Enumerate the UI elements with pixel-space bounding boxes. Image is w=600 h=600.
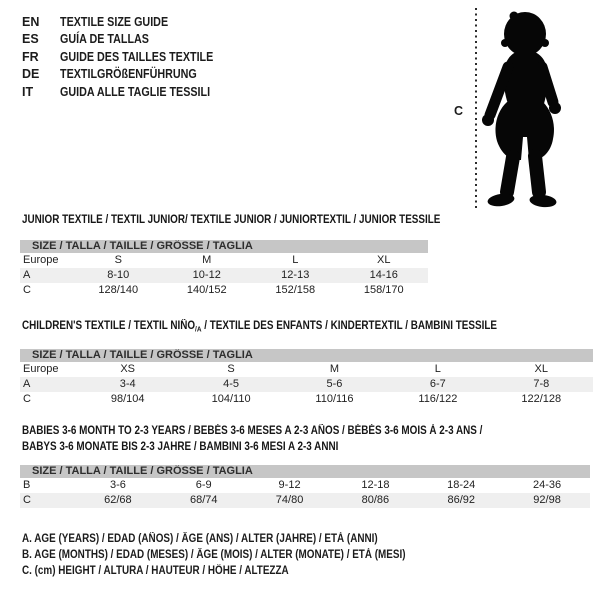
title-part-pre: CHILDREN'S TEXTILE / TEXTIL NIÑO [22,320,196,332]
cell: XS [120,363,136,375]
table-row-months [20,478,590,493]
cell: 80/86 [332,493,418,508]
language-title: GUIDE DES TAILLES TEXTILE [60,49,214,64]
junior-table-title-text: JUNIOR TEXTILE / TEXTIL JUNIOR/ TEXTILE JUNIOR / JUNIORTEXTIL / JUNIOR TESSILE [22,214,441,226]
cell: 4-5 [179,377,282,392]
cell: 122/128 [521,393,562,405]
cell: 110/116 [315,393,354,405]
cell: 12-18 [361,479,390,491]
cell: 18-24 [447,479,476,491]
babies-title-line1: BABIES 3-6 MONTH TO 2-3 YEARS / BEBÉS 3-6 MESES A 2-3 AÑOS / BÉBÉS 3-6 MOIS À 2-3 ANS / [22,425,483,437]
cell: 3-6 [109,479,126,491]
cell: 12-13 [251,268,340,283]
table-row-europe [20,253,428,268]
language-title: TEXTILE SIZE GUIDE [60,14,169,29]
table-row-age [20,268,428,283]
cell: 62/68 [75,493,161,508]
cell: XL [377,254,391,266]
junior-size-table [20,240,428,298]
cell: 8-10 [74,268,163,283]
title-part-post: / TEXTILE DES ENFANTS / KINDERTEXTIL / BAMBINI TESSILE [201,320,497,332]
size-header-row [20,240,428,253]
cell: 116/122 [418,393,458,405]
cell: 92/98 [504,493,590,508]
cell: 6-7 [386,377,489,392]
language-code: ES [22,32,39,47]
cell: 140/152 [186,284,227,296]
title-subscript: /A [195,324,202,334]
size-header-label: SIZE / TALLA / TAILLE / GRÖSSE / TAGLIA [20,349,593,362]
cell: 128/140 [98,284,139,296]
row-label: C [20,493,75,508]
note-age-months [22,547,468,563]
note-height-cm [22,563,468,579]
language-title: TEXTILGRÖßENFÜHRUNG [60,67,197,82]
row-label: B [23,479,31,491]
table-row-age [20,377,593,392]
cell: 104/110 [211,393,251,405]
cell: 7-8 [490,377,593,392]
cell: 6-9 [195,479,212,491]
cell: M [329,363,340,375]
cell: S [227,363,235,375]
cell: 5-6 [283,377,386,392]
size-header-row [20,349,593,362]
row-label: A [20,377,76,392]
baby-silhouette-icon [480,10,568,208]
cell: 74/80 [247,493,333,508]
size-header-label: SIZE / TALLA / TAILLE / GRÖSSE / TAGLIA [20,240,428,253]
language-row-it [22,83,238,101]
cell: M [202,254,212,266]
cell: S [114,254,122,266]
row-label: C [23,393,31,405]
height-marker-label: C [454,104,464,118]
baby-silhouette-figure [450,0,595,215]
language-title: GUÍA DE TALLAS [60,32,149,47]
cell: 3-4 [76,377,179,392]
cell: L [434,363,441,375]
cell: 9-12 [278,479,301,491]
row-label: Europe [23,254,59,266]
children-table-title-text [22,320,497,334]
cell: 24-36 [533,479,562,491]
language-row-es [22,31,238,49]
table-row-height [20,493,590,508]
cell: 98/104 [110,393,145,405]
table-row-height [20,283,428,298]
language-row-en [22,13,238,31]
note-age-years [22,531,468,547]
babies-title-line2: BABYS 3-6 MONATE BIS 2-3 JAHRE / BAMBINI 3-6 MESI A 2-3 ANNI [22,440,339,453]
children-table-title [22,320,574,334]
row-label: A [20,268,74,283]
language-code: IT [22,84,34,99]
cell: L [292,254,299,266]
language-row-fr [22,48,238,66]
language-list [22,13,238,101]
babies-table-title [22,424,557,455]
row-label: C [23,284,31,296]
height-dotted-line [475,8,477,210]
language-code: EN [22,14,40,29]
legend-notes [22,531,468,579]
size-header-label: SIZE / TALLA / TAILLE / GRÖSSE / TAGLIA [20,465,590,478]
children-size-table [20,349,593,407]
row-label: Europe [23,363,59,375]
size-header-row [20,465,590,478]
cell: 158/170 [363,284,404,296]
cell: 10-12 [163,268,252,283]
cell: 68/74 [161,493,247,508]
note-text: B. AGE (MONTHS) / EDAD (MESES) / ÂGE (MOIS) / ALTER (MONATE) / ETÀ (MESI) [22,549,406,561]
cell: 86/92 [418,493,504,508]
babies-size-table [20,465,590,508]
cell: 152/158 [275,284,316,296]
cell: XL [534,363,549,375]
junior-table-title [22,214,508,226]
table-row-height [20,392,593,407]
note-text: C. (cm) HEIGHT / ALTURA / HAUTEUR / HÖHE / ALTEZZA [22,565,289,577]
language-code: DE [22,67,40,82]
note-text: A. AGE (YEARS) / EDAD (AÑOS) / ÂGE (ANS) / ALTER (JAHRE) / ETÀ (ANNI) [22,533,378,545]
language-title: GUIDA ALLE TAGLIE TESSILI [60,84,211,99]
table-row-europe [20,362,593,377]
language-code: FR [22,49,39,64]
cell: 14-16 [340,268,429,283]
language-row-de [22,66,238,84]
